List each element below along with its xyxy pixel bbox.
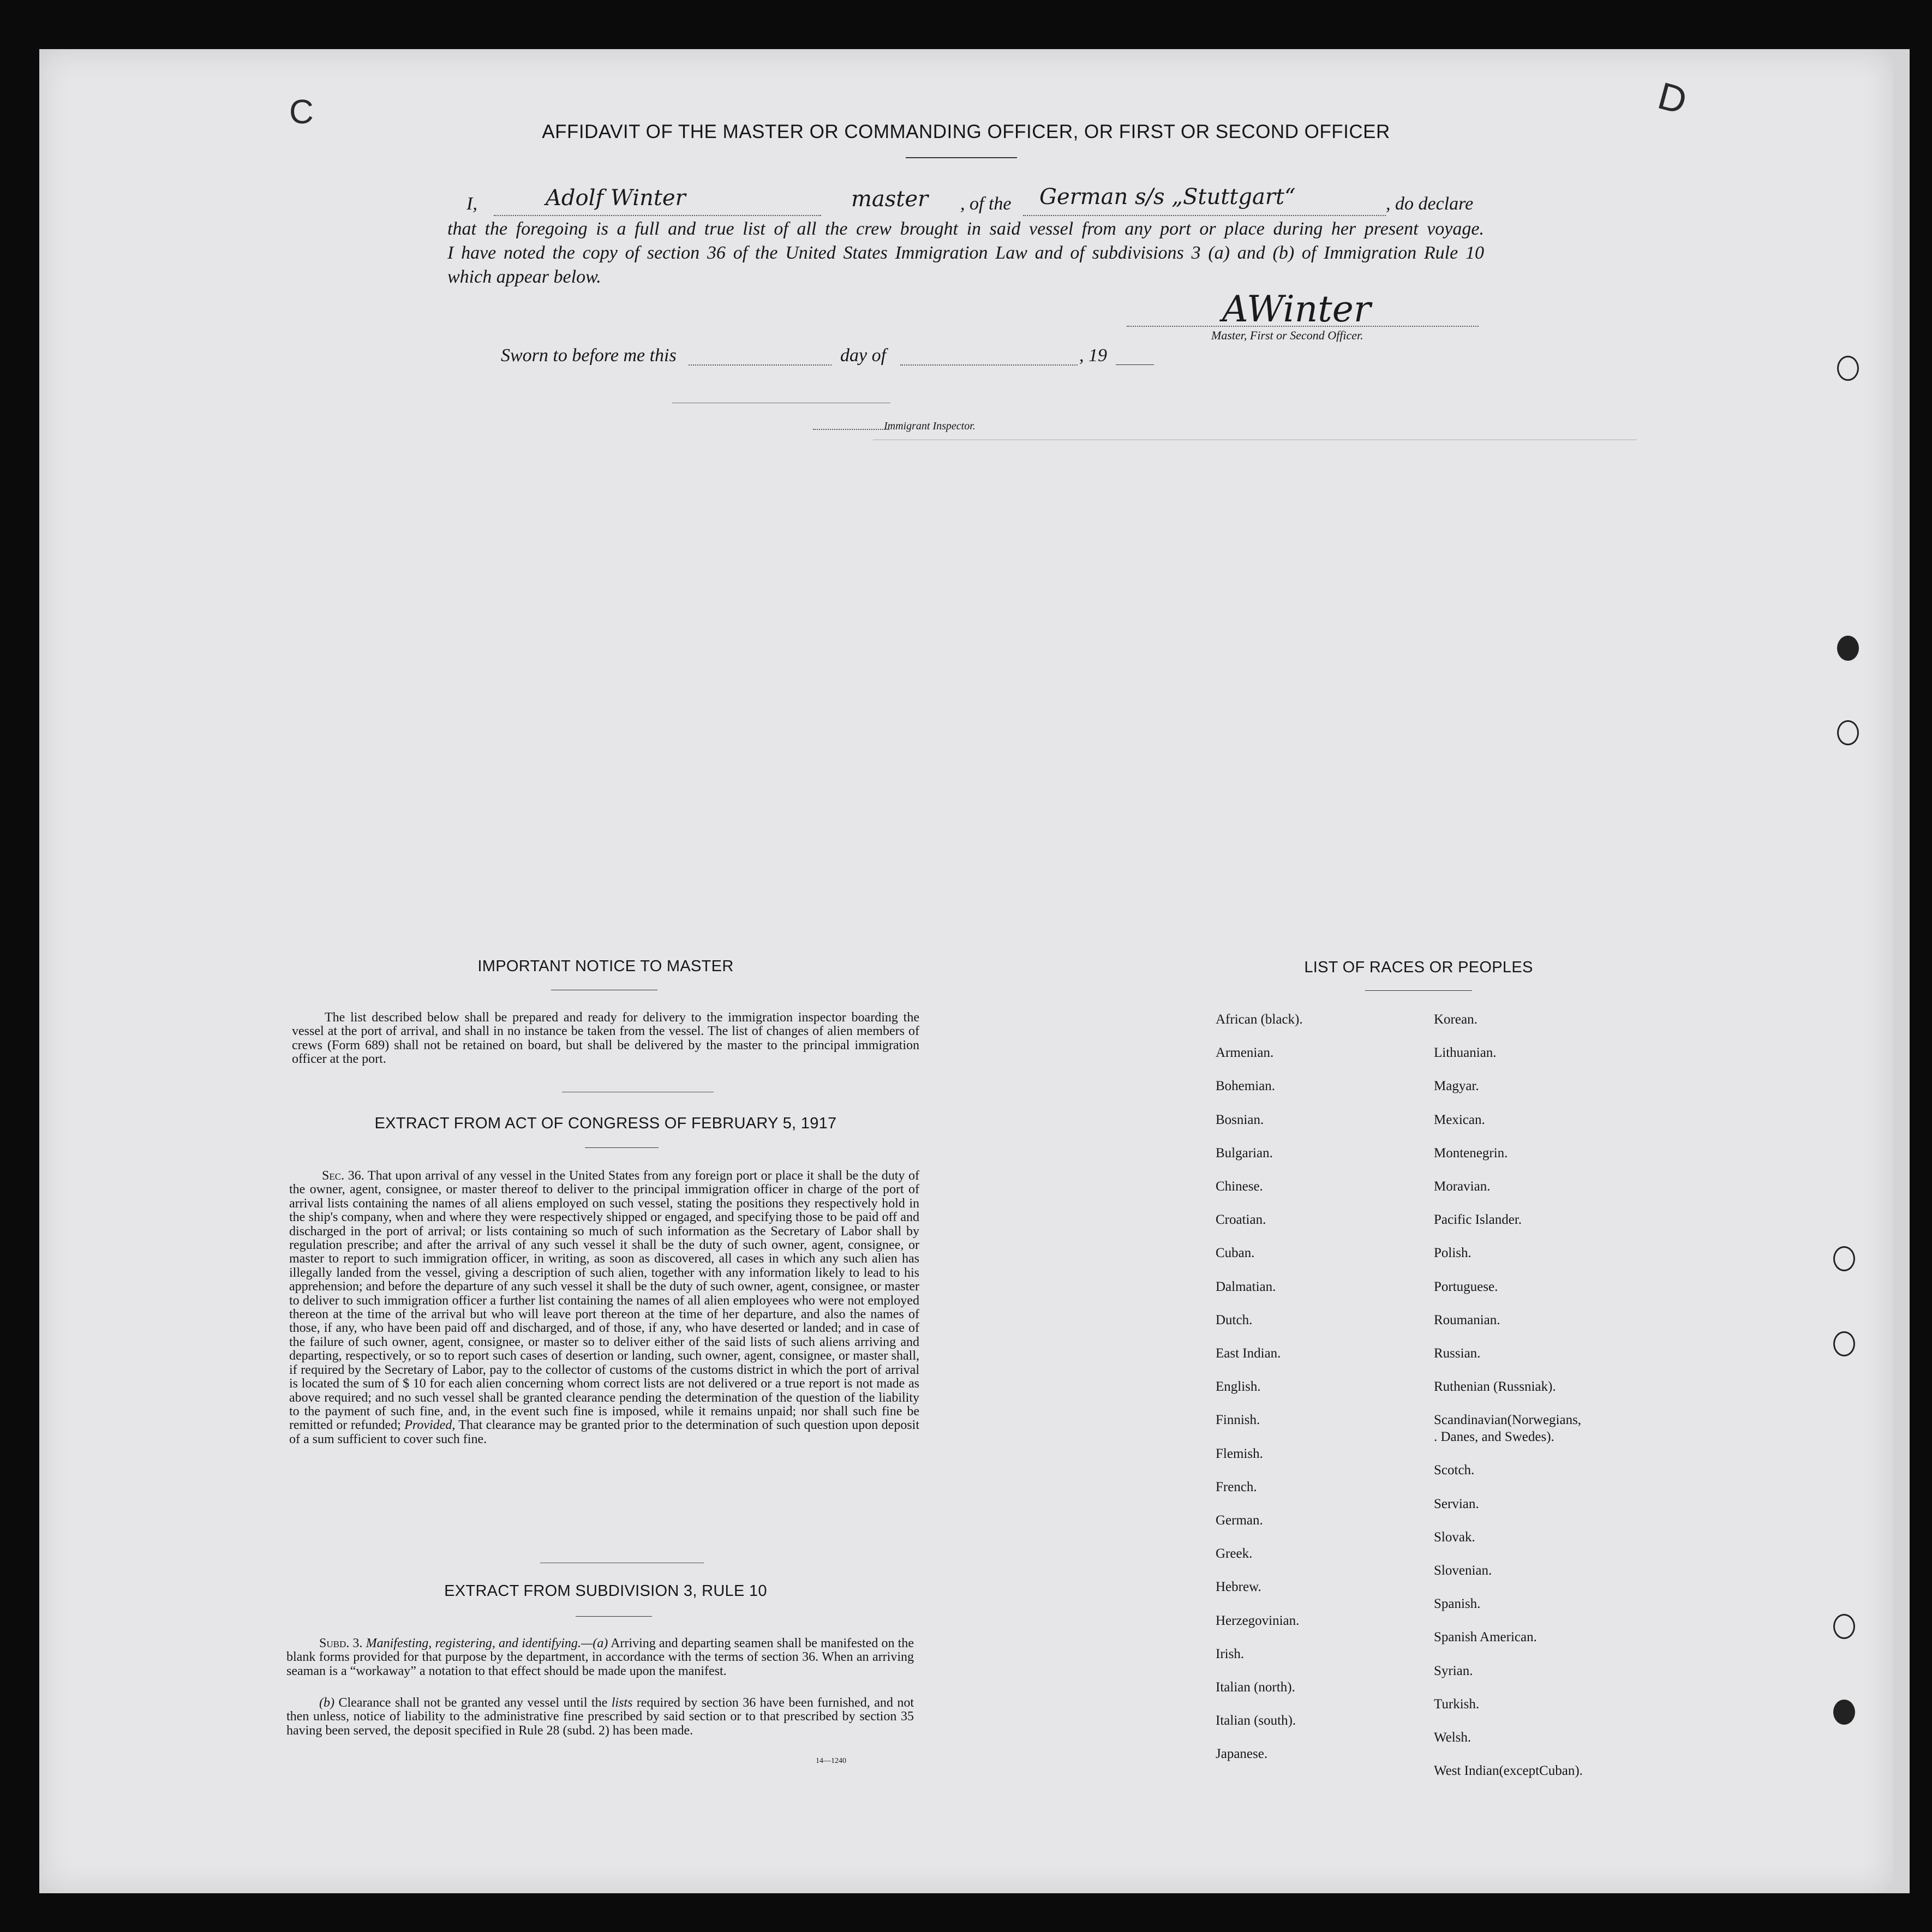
binding-hole xyxy=(1833,1614,1855,1639)
rule-underline xyxy=(576,1616,652,1617)
race-item: Montenegrin. xyxy=(1434,1145,1508,1161)
sworn-day-line xyxy=(689,364,832,366)
race-item: Italian (south). xyxy=(1216,1713,1296,1728)
race-item: Irish. xyxy=(1216,1646,1245,1661)
race-item: Croatian. xyxy=(1216,1212,1266,1228)
declaration-of-the: , of the xyxy=(960,194,1012,214)
race-item: Magyar. xyxy=(1434,1079,1479,1094)
inspector-caption: Immigrant Inspector. xyxy=(884,420,976,432)
race-item: Hebrew. xyxy=(1216,1580,1261,1595)
notice-heading: IMPORTANT NOTICE TO MASTER xyxy=(477,958,734,975)
binding-hole xyxy=(1833,1246,1855,1271)
act-underline xyxy=(585,1147,659,1148)
race-item: Slovenian. xyxy=(1434,1563,1492,1578)
binding-hole xyxy=(1837,636,1859,661)
race-item: Spanish American. xyxy=(1434,1630,1537,1645)
race-item: Moravian. xyxy=(1434,1179,1491,1194)
race-item: Flemish. xyxy=(1216,1446,1263,1461)
declaration-line-3: I have noted the copy of section 36 of the United States Immigration Law and of subdivisions 3 (a) and (b) of Immigration Rule 10 xyxy=(447,243,1484,263)
signature-caption: Master, First or Second Officer. xyxy=(1211,328,1363,342)
act-sec-text: That upon arrival of any vessel in the United States from any foreign port or place it shall be the duty of the owner, agent, consignee, or master thereof to deliver to the principal immigration officer in charge of the port of arrival lists containing the names of all aliens employed on such vessel, stating the positions they respectively hold in the ship's company, when and where they were respectively shipped or engaged, and specifying those to be paid off and discharged in the port of arrival; or lists containing so much of such information as the Secretary of Labor shall by regulation prescribe; and after the arrival of any such vessel it shall be the duty of such owner, agent, consignee, or master to report to such immigration officer, in writing, as soon as discovered, all cases in which any such alien has illegally landed from the vessel, giving a description of such alien, together with any information likely to lead to his apprehension; and before the departure of any such vessel it shall be the duty of such owner, agent, consignee, or master to deliver to such immigration officer a further list containing the names of all alien employees who were not employed thereon at the time of the arrival but who will leave port thereon at the time of her departure, and also the names of those, if any, who have been paid off and discharged, and of those, if any, who have deserted or landed; and in case of the failure of such owner, agent, consignee, or master so to deliver either of the said lists of such aliens arriving and departing, respectively, or so to report such cases of desertion or landing, such owner, agent, consignee, or master shall, if required by the Secretary of Labor, pay to the collector of customs of the customs district in which the port of arrival is located the sum of $ 10 for each alien concerning whom correct lists are not delivered or a true report is not made as above required; and no such vessel shall be granted clearance pending the determination of the question of the liability to the payment of such fine, and, in the event such fine is imposed, while it remains unpaid; nor shall such fine be remitted or refunded; xyxy=(289,1169,919,1433)
rule-b-lists: lists xyxy=(611,1696,633,1710)
act-heading: EXTRACT FROM ACT OF CONGRESS OF FEBRUARY 5, 1917 xyxy=(374,1115,837,1132)
rule-para-a-text: Arriving and departing seamen shall be manifested on the blank forms provided for that purpose by the department, in accordance with the terms of section 36. When an arriving seaman is a “workaway” a notation to that effect should be made upon the manifest. xyxy=(286,1636,914,1678)
race-item: Portuguese. xyxy=(1434,1279,1498,1294)
signature-line xyxy=(1127,326,1479,327)
declaration-line-2: that the foregoing is a full and true list of all the crew brought in said vessel from any port or place during her present voyage. xyxy=(447,219,1484,239)
declaration-i: I, xyxy=(466,194,477,214)
master-signature: AWinter xyxy=(1222,288,1371,330)
act-proviso-text: That clearance may be granted prior to the determination of such question upon deposit of a sum sufficient to cover such fine. xyxy=(289,1418,920,1446)
rule-subd-title: Manifesting, registering, and identifying.—(a) xyxy=(366,1636,608,1650)
race-item: Ruthenian (Russniak). xyxy=(1434,1379,1556,1395)
race-item: Bulgarian. xyxy=(1216,1145,1273,1161)
bleed-through-text xyxy=(873,434,1637,717)
act-sec-label: Sec. 36. xyxy=(322,1169,364,1183)
page-mark-left: C xyxy=(289,93,314,131)
race-item: Greek. xyxy=(1216,1546,1253,1562)
race-item: Lithuanian. xyxy=(1434,1045,1497,1061)
race-item: Italian (north). xyxy=(1216,1680,1295,1695)
rule-para-a xyxy=(286,1637,914,1678)
binding-hole xyxy=(1837,720,1859,745)
race-item: Cuban. xyxy=(1216,1246,1255,1261)
sworn-month-line xyxy=(900,364,1078,366)
race-item: Russian. xyxy=(1434,1346,1481,1361)
sworn-text: Sworn to before me this xyxy=(501,345,677,366)
race-item: French. xyxy=(1216,1479,1257,1494)
declaration-line-4: which appear below. xyxy=(447,267,601,287)
vessel-line xyxy=(1023,215,1386,216)
form-number: 14—1240 xyxy=(816,1757,846,1765)
race-item: . Danes, and Swedes). xyxy=(1434,1429,1554,1445)
race-item: Mexican. xyxy=(1434,1112,1485,1127)
rule-heading: EXTRACT FROM SUBDIVISION 3, RULE 10 xyxy=(444,1582,767,1600)
race-item: African (black). xyxy=(1216,1012,1303,1027)
race-item: Syrian. xyxy=(1434,1663,1473,1678)
race-item: Spanish. xyxy=(1434,1596,1481,1612)
race-item: West Indian(exceptCuban). xyxy=(1434,1763,1583,1779)
race-item: Roumanian. xyxy=(1434,1312,1500,1327)
sworn-year-line xyxy=(1116,364,1154,365)
role-handwritten: master xyxy=(851,187,929,212)
sworn-year: , 19 xyxy=(1079,345,1107,366)
act-proviso-label: Provided, xyxy=(404,1418,456,1433)
races-underline xyxy=(1365,990,1472,991)
race-item: Polish. xyxy=(1434,1246,1472,1261)
binding-hole xyxy=(1833,1331,1855,1356)
act-body xyxy=(289,1169,919,1446)
race-item: Dutch. xyxy=(1216,1312,1253,1327)
title-underline xyxy=(906,157,1017,158)
declaration-do-declare: , do declare xyxy=(1386,194,1474,214)
inspector-line xyxy=(813,429,889,430)
rule-subd-label: Subd. 3. xyxy=(319,1636,363,1650)
race-item: Bosnian. xyxy=(1216,1112,1264,1127)
race-item: German. xyxy=(1216,1513,1263,1528)
races-heading: LIST OF RACES OR PEOPLES xyxy=(1304,959,1533,976)
vessel-handwritten: German s/s „Stuttgart“ xyxy=(1039,184,1296,210)
rule-b-text-2: required by section 36 have been furnished, and not then unless, notice of liability to the administrative fine prescribed by said section or to that prescribed by section 35 having been served, the deposit specified in Rule 28 (subd. 2) has been made. xyxy=(286,1696,914,1738)
race-item: Scandinavian(Norwegians, xyxy=(1434,1413,1582,1428)
race-item: Pacific Islander. xyxy=(1434,1212,1522,1228)
race-item: Chinese. xyxy=(1216,1179,1263,1194)
race-item: Dalmatian. xyxy=(1216,1279,1276,1294)
race-item: English. xyxy=(1216,1379,1261,1395)
race-item: Armenian. xyxy=(1216,1045,1274,1061)
race-item: Finnish. xyxy=(1216,1413,1260,1428)
binding-hole xyxy=(1833,1700,1855,1725)
race-item: Welsh. xyxy=(1434,1730,1472,1745)
race-item: Scotch. xyxy=(1434,1463,1475,1478)
master-name-handwritten: Adolf Winter xyxy=(546,186,686,211)
page-mark-right: D xyxy=(1653,74,1691,123)
page-title: AFFIDAVIT OF THE MASTER OR COMMANDING OFFICER, OR FIRST OR SECOND OFFICER xyxy=(542,121,1390,142)
binding-hole xyxy=(1837,356,1859,381)
race-item: Turkish. xyxy=(1434,1696,1480,1712)
race-item: Korean. xyxy=(1434,1012,1478,1027)
rule-para-b xyxy=(286,1696,914,1738)
sworn-day-of: day of xyxy=(840,345,887,366)
page-edge xyxy=(1893,49,1910,1893)
name-line xyxy=(494,215,821,216)
race-item: Slovak. xyxy=(1434,1529,1475,1545)
rule-b-text-1: Clearance shall not be granted any vessel until the xyxy=(338,1696,608,1710)
race-item: Servian. xyxy=(1434,1496,1479,1511)
race-item: Bohemian. xyxy=(1216,1079,1276,1094)
race-item: East Indian. xyxy=(1216,1346,1281,1361)
rule-b-label: (b) xyxy=(319,1696,334,1710)
notice-body: The list described below shall be prepared and ready for delivery to the immigration inspector boarding the vessel at the port of arrival, and shall in no instance be taken from the vessel. The list of changes of alien members of crews (Form 689) shall not be retained on board, but shall be delivered by the master to the principal immigration officer at the port. xyxy=(292,1010,919,1067)
race-item: Japanese. xyxy=(1216,1746,1268,1762)
race-item: Herzegovinian. xyxy=(1216,1613,1300,1628)
